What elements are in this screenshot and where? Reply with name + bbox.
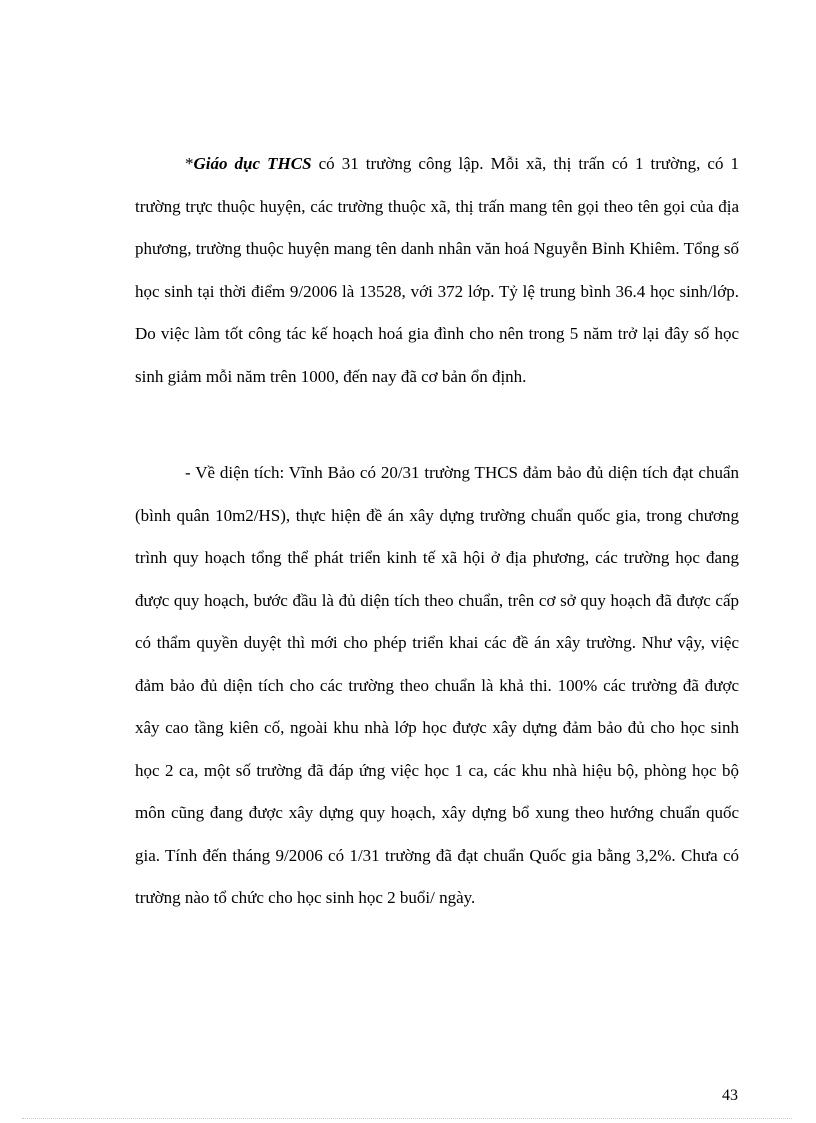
paragraph-thcs-education xyxy=(135,143,739,398)
paragraph-1-body: có 31 trường công lập. Mỗi xã, thị trấn có 1 trường, có 1 trường trực thuộc huyện, các trường thuộc xã, thị trấn mang tên gọi theo tên gọi của địa phương, trường thuộc huyện mang tên danh nhân văn hoá Nguyễn Bỉnh Khiêm. Tổng số học sinh tại thời điểm 9/2006 là 13528, với 372 lớp. Tỷ lệ trung bình 36.4 học sinh/lớp. Do việc làm tốt công tác kế hoạch hoá gia đình cho nên trong 5 năm trở lại đây số học sinh giảm mỗi năm trên 1000, đến nay đã cơ bản ổn định. xyxy=(135,154,740,386)
paragraph-area xyxy=(135,452,739,920)
footer-divider xyxy=(22,1118,792,1119)
paragraph-1-prefix: * xyxy=(185,154,194,173)
page-number: 43 xyxy=(722,1087,738,1104)
paragraph-1-text xyxy=(135,143,739,398)
paragraph-2-text: - Về diện tích: Vĩnh Bảo có 20/31 trường THCS đảm bảo đủ diện tích đạt chuẩn (bình quân 10m2/HS), thực hiện đề án xây dựng trường chuẩn quốc gia, trong chương trình quy hoạch tổng thể phát triển kinh tế xã hội ở địa phương, các trường học đang được quy hoạch, bước đầu là đủ diện tích theo chuẩn, trên cơ sở quy hoạch đã được cấp có thẩm quyền duyệt thì mới cho phép triển khai các đề án xây trường. Như vậy, việc đảm bảo đủ diện tích cho các trường theo chuẩn là khả thi. 100% các trường đã được xây cao tầng kiên cố, ngoài khu nhà lớp học được xây dựng đảm bảo đủ cho học sinh học 2 ca, một số trường đã đáp ứng việc học 1 ca, các khu nhà hiệu bộ, phòng học bộ môn cũng đang được xây dựng quy hoạch, xây dựng bổ xung theo hướng chuẩn quốc gia. Tính đến tháng 9/2006 có 1/31 trường đã đạt chuẩn Quốc gia bằng 3,2%. Chưa có trường nào tổ chức cho học sinh học 2 buổi/ ngày. xyxy=(135,463,739,907)
paragraph-1-emphasis: Giáo dục THCS xyxy=(193,154,312,173)
